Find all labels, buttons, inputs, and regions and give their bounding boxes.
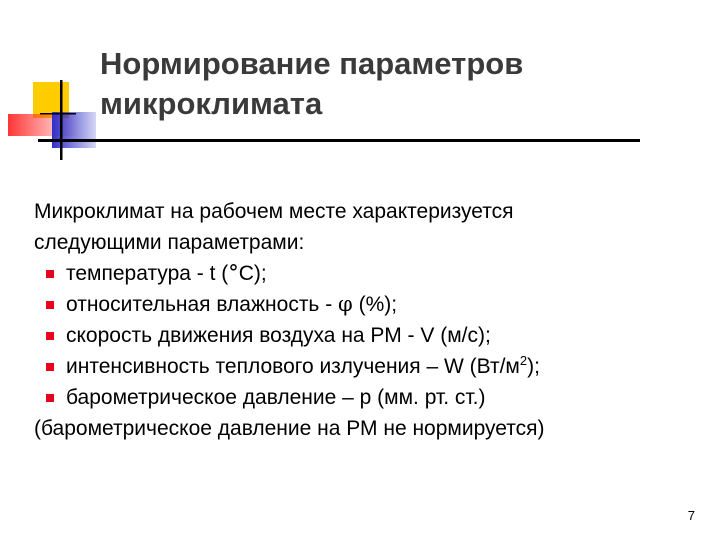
bullet-text: интенсивность теплового излучения – W (Вт/м (66, 355, 520, 378)
superscript-2: 2 (519, 353, 528, 368)
parameter-list (34, 258, 694, 413)
decorative-squares (0, 0, 110, 170)
bullet-text: относительная влажность - (66, 293, 339, 316)
square-bullet-icon (46, 301, 54, 309)
phi-symbol: φ (338, 292, 353, 316)
list-item (34, 258, 694, 289)
title-underline (38, 139, 640, 142)
square-bullet-icon (46, 332, 54, 340)
footnote-text: (барометрическое давление на РМ не нормируется) (34, 417, 545, 440)
slide-title (100, 44, 700, 124)
slide-title-line-2: микроклимата (100, 86, 323, 121)
slide-body (34, 196, 694, 444)
bullet-text-after: (%); (352, 293, 398, 316)
intro-line-2: следующими параметрами: (34, 231, 305, 254)
intro-line-1: Микроклимат на рабочем месте характеризуется (34, 200, 514, 223)
bullet-text: температура - t ( (66, 262, 229, 285)
square-bullet-icon (46, 363, 54, 371)
list-item (34, 351, 694, 382)
bullet-text: барометрическое давление – р (мм. рт. ст.) (66, 386, 486, 409)
decor-vertical-line (60, 80, 63, 160)
decor-short-horizontal (40, 113, 76, 115)
degree-symbol: ° (228, 261, 239, 285)
slide-title-line-1: Нормирование параметров (100, 46, 524, 81)
square-bullet-icon (46, 270, 54, 278)
bullet-text: скорость движения воздуха на РМ - V (м/с); (66, 324, 491, 347)
list-item (34, 382, 694, 413)
decor-blue-square (52, 112, 96, 148)
bullet-text-after: С); (238, 262, 267, 285)
bullet-text-after: ); (527, 355, 540, 378)
list-item (34, 320, 694, 351)
list-item (34, 289, 694, 320)
square-bullet-icon (46, 394, 54, 402)
page-number: 7 (687, 508, 695, 523)
